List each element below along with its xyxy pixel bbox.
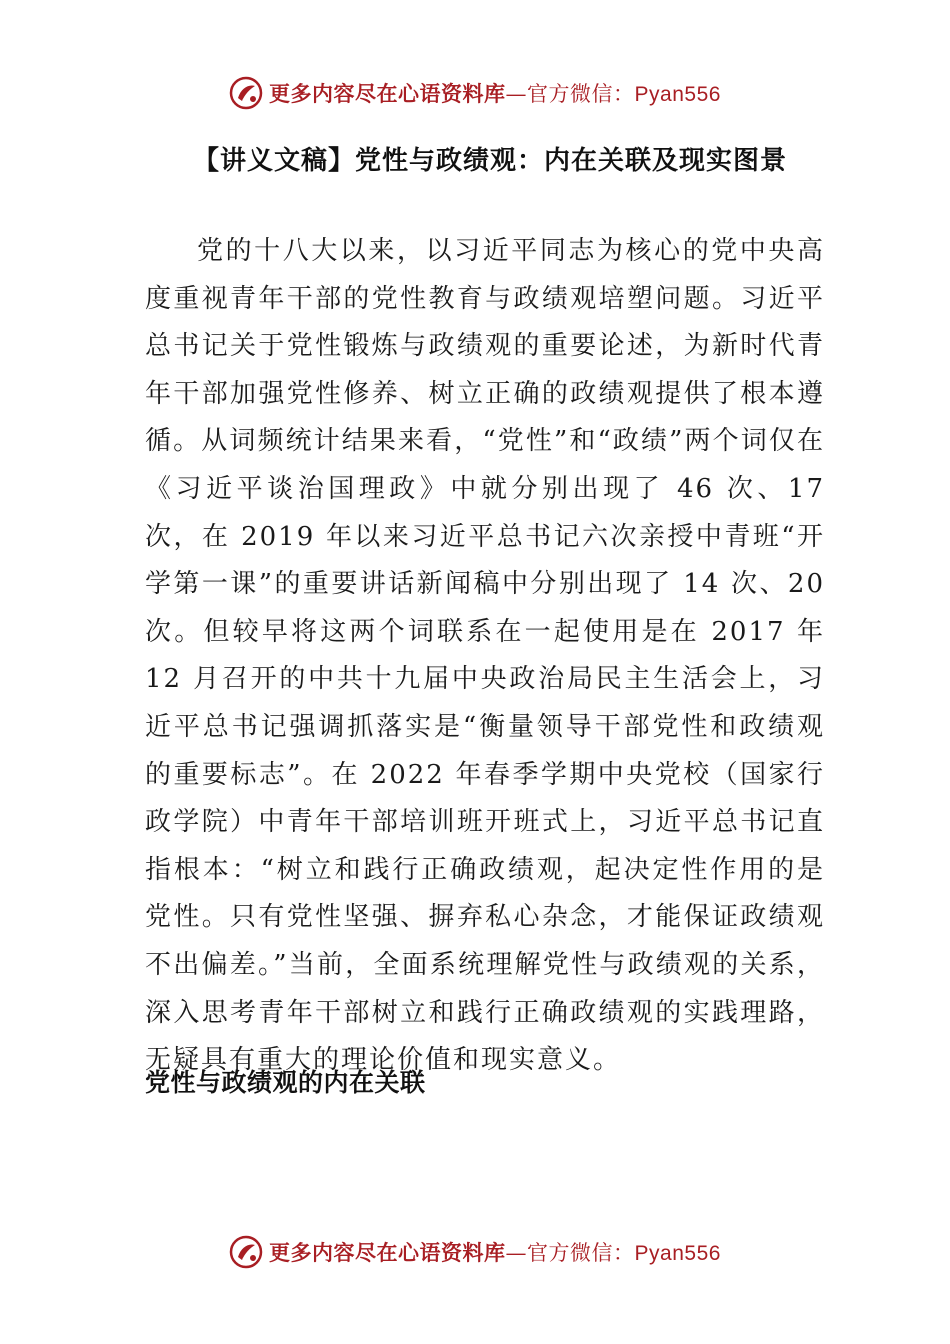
header-watermark — [0, 73, 950, 113]
body-paragraph: 党的十八大以来，以习近平同志为核心的党中央高度重视青年干部的党性教育与政绩观培塑问题。习近平总书记关于党性锻炼与政绩观的重要论述，为新时代青年干部加强党性修养、树立正确的政绩观提供了根本遵循。从词频统计结果来看，“党性”和“政绩”两个词仅在《习近平谈治国理政》中就分别出现了 46 次、17 次，在 2019 年以来习近平总书记六次亲授中青班“开学第一课”的重要讲话新闻稿中分别出现了 14 次、20 次。但较早将这两个词联系在一起使用是在 2017 年 12 月召开的中共十九届中央政治局民主生活会上，习近平总书记强调抓落实是“衡量领导干部党性和政绩观的重要标志”。在 2022 年春季学期中央党校（国家行政学院）中青年干部培训班开班式上，习近平总书记直指根本：“树立和践行正确政绩观，起决定性作用的是党性。只有党性坚强、摒弃私心杂念，才能保证政绩观不出偏差。”当前，全面系统理解党性与政绩观的关系，深入思考青年干部树立和践行正确政绩观的实践理路，无疑具有重大的理论价值和现实意义。 — [145, 236, 825, 1076]
watermark-text — [269, 78, 721, 108]
watermark-brand: 更多内容尽在心语资料库 — [269, 1240, 506, 1265]
watermark-channel: 官方微信： — [527, 1241, 635, 1265]
watermark-separator: — — [505, 82, 528, 106]
brand-logo-icon — [229, 76, 263, 110]
section-heading: 党性与政绩观的内在关联 — [145, 1068, 426, 1097]
watermark-account: Pyan556 — [634, 83, 721, 106]
footer-watermark — [0, 1232, 950, 1272]
watermark-separator: — — [505, 1241, 528, 1265]
document-title: 【讲义文稿】党性与政绩观：内在关联及现实图景 — [192, 146, 787, 176]
brand-logo-icon — [229, 1235, 263, 1269]
watermark-account: Pyan556 — [634, 1242, 721, 1265]
document-body — [145, 228, 825, 1085]
watermark-text — [269, 1237, 721, 1267]
watermark-channel: 官方微信： — [527, 82, 635, 106]
watermark-brand: 更多内容尽在心语资料库 — [269, 81, 506, 106]
